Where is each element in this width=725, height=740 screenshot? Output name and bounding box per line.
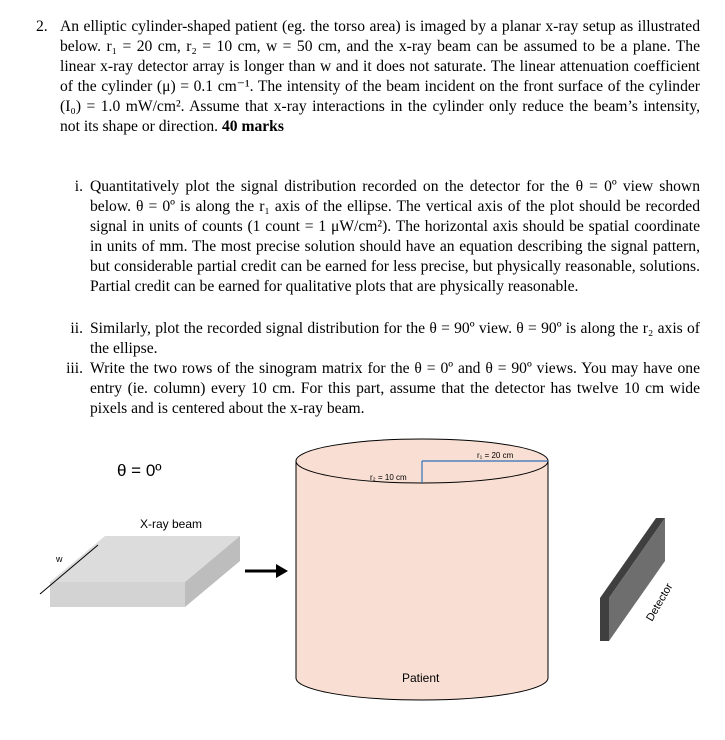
part-ii-text: Similarly, plot the recorded signal distribution for the θ = 90º view. θ = 90º is along the r₂ axis of the ellipse.	[90, 320, 700, 357]
r2-label: r₂ = 10 cm	[370, 473, 407, 482]
part-iii-text: Write the two rows of the sinogram matrix for the θ = 0º and θ = 90º views. You may have one entry (ie. column) every 10 cm. For this part, assume that the detector has twelve 10 cm wide pixels and is centered about the x-ray beam.	[90, 360, 700, 417]
beam-label: X-ray beam	[140, 517, 203, 531]
detector-label: Detector	[644, 581, 676, 624]
part-iii-label: iii.	[66, 360, 83, 377]
beam-front-face	[50, 582, 185, 607]
theta-label: θ = 0º	[117, 461, 162, 480]
marks-label: 40 marks	[221, 118, 284, 135]
part-i-label: i.	[74, 178, 83, 195]
r1-label: r₁ = 20 cm	[477, 451, 514, 460]
part-i-text: Quantitatively plot the signal distribution recorded on the detector for the θ = 0º view shown below. θ = 0º is along the r₁ axis of the ellipse. The vertical axis of the plot should be recorded signal in units of counts (1 count = 1 μW/cm²). The horizontal axis should be spatial coordinate in units of mm. The most precise solution should have an equation describing the signal pattern, but considerable partial credit can be earned for less precise, but physically reasonable, solutions. Partial credit can be earned for qualitative plots that are physically reasonable.	[90, 178, 700, 295]
patient-label: Patient	[402, 671, 440, 685]
w-label: w	[56, 554, 63, 564]
part-ii-label: ii.	[70, 320, 83, 337]
question-number: 2.	[36, 18, 48, 35]
patient-body	[296, 461, 548, 700]
beam-arrow-head	[276, 564, 288, 578]
intro-text: An elliptic cylinder-shaped patient (eg. the torso area) is imaged by a planar x-ray setup as illustrated below. r₁ = 20 cm, r₂ = 10 cm, w = 50 cm, and the x-ray beam can be assumed to be a plane. The linear x-ray detector array is longer than w and it does not saturate. The linear attenuation coefficient of the cylinder (μ) = 0.1 cm⁻¹. The intensity of the beam incident on the front surface of the cylinder (I₀) = 1.0 mW/cm². Assume that x-ray interactions in the cylinder only reduce the beam’s intensity, not its shape or direction.	[60, 18, 700, 135]
detector-side-face	[600, 598, 609, 641]
